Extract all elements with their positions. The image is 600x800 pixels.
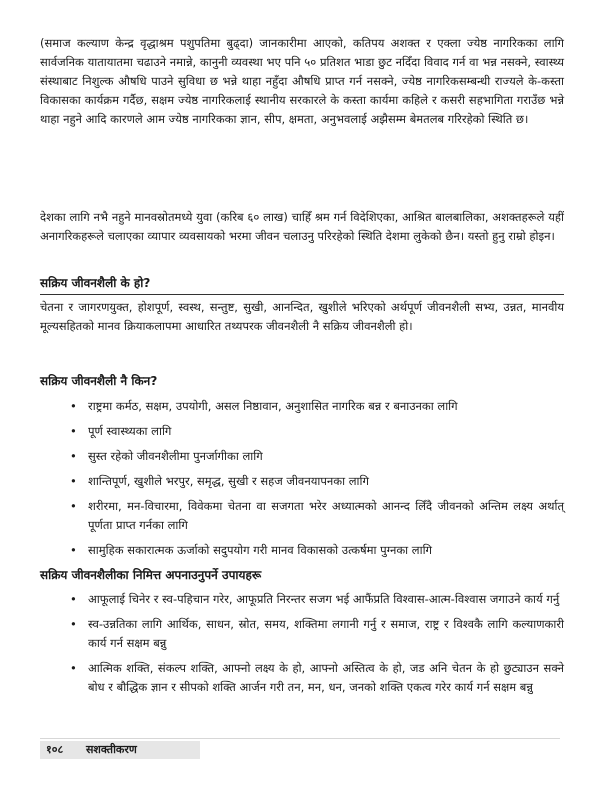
- bullet-marker: •: [70, 474, 77, 488]
- list-item-text: पूर्ण स्वास्थ्यका लागि: [88, 424, 172, 438]
- bullet-marker: •: [70, 399, 77, 413]
- bullet-marker: •: [70, 543, 77, 557]
- list-item-text: आफूलाई चिनेर र स्व-पहिचान गरेर, आफूप्रति निरन्तर सजग भई आफैंप्रति विश्वास-आत्म-विश्वास जगाउने कार्य गर्नु: [88, 592, 560, 606]
- bullet-marker: •: [70, 424, 77, 438]
- bullet-marker: •: [70, 499, 77, 513]
- section-heading: सक्रिय जीवनशैलीका निमित्त अपनाउनुपर्ने उपायहरू: [40, 568, 262, 582]
- list-item: [40, 615, 564, 653]
- list-item: [40, 497, 564, 535]
- list-item-text: सुस्त रहेको जीवनशैलीमा पुनर्जागीका लागि: [88, 449, 263, 463]
- section-heading: सक्रिय जीवनशैली के हो?: [40, 276, 151, 290]
- body-paragraph: देशका लागि नभै नहुने मानवस्रोतमध्ये युवा (करिब ६० लाख) चाहिँ श्रम गर्न विदेशिएका, आश्रित बालबालिका, अशक्तहरूले यहीं अनागरिकहरूले चलाएका व्यापार व्यवसायको भरमा जीवन चलाउनु परिरहेको स्थिति देशमा लुकेको छैन। यस्तो हुनु राम्रो होइन।: [40, 210, 564, 243]
- list-item-text: राष्ट्रमा कर्मठ, सक्षम, उपयोगी, असल निष्ठावान, अनुशासित नागरिक बन्न र बनाउनका लागि: [88, 399, 458, 413]
- list-item: [40, 541, 564, 560]
- body-paragraph: (समाज कल्याण केन्द्र वृद्धाश्रम पशुपतिमा बुढ्दा) जानकारीमा आएको, कतिपय अशक्त र एक्ला ज्येष्ठ नागरिकका लागि सार्वजनिक यातायातमा चढाउने नमान्ने, कानुनी व्यवस्था भए पनि ५० प्रतिशत भाडा छुट नदिँदा विवाद गर्न वा भन्न नसक्ने, स्वास्थ्य संस्थाबाट निशुल्क औषधि पाउने सुविधा छ भन्ने थाहा नहुँदा औषधि प्राप्त गर्न नसक्ने, ज्येष्ठ नागरिकसम्बन्धी राज्यले के-कस्ता विकासका कार्यक्रम गर्दैछ, सक्षम ज्येष्ठ नागरिकलाई स्थानीय सरकारले के कस्ता कार्यमा कहिले र कसरी सहभागिता गराउँछ भन्ने थाहा नहुने आदि कारणले आम ज्येष्ठ नागरिकका ज्ञान, सीप, क्षमता, अनुभवलाई अझैसम्म बेमतलब गरिरहेको स्थिति छ।: [40, 36, 564, 126]
- bullet-marker: •: [70, 661, 77, 675]
- list-item: [40, 590, 564, 609]
- list-item-text: आत्मिक शक्ति, संकल्प शक्ति, आफ्नो लक्ष्य के हो, आफ्नो अस्तित्व के हो, जड अनि चेतन के हो छुट्याउन सक्ने बोध र बौद्धिक ज्ञान र सीपको शक्ति आर्जन गरी तन, मन, धन, जनको शक्ति एकत्व गरेर कार्य गर्न सक्षम बन्नु: [88, 661, 564, 694]
- body-paragraph: चेतना र जागरणयुक्त, होशपूर्ण, स्वस्थ, सन्तुष्ट, सुखी, आनन्दित, खुशीले भरिएको अर्थपूर्ण जीवनशैली सभ्य, उन्नत, मानवीय मूल्यसहितको मानव क्रियाकलापमा आधारित तथ्यपरक जीवनशैली नै सक्रिय जीवनशैली हो।: [40, 300, 564, 333]
- bullet-marker: •: [70, 449, 77, 463]
- list-item: [40, 659, 564, 697]
- list-item: [40, 397, 564, 416]
- bullet-marker: •: [70, 592, 77, 606]
- list-item-text: स्व-उन्नतिका लागि आर्थिक, साधन, स्रोत, समय, शक्तिमा लगानी गर्नु र समाज, राष्ट्र र विश्वकै लागि कल्याणकारी कार्य गर्न सक्षम बन्नु: [88, 617, 564, 650]
- page-number: १०८: [46, 743, 64, 756]
- bullet-list: [40, 590, 564, 703]
- list-item-text: सामुहिक सकारात्मक ऊर्जाको सदुपयोग गरी मानव विकासको उत्कर्षमा पुग्नका लागि: [88, 543, 433, 557]
- bullet-list: [40, 397, 564, 566]
- list-item-text: शरीरमा, मन-विचारमा, विवेकमा चेतना वा सजगता भरेर अध्यात्मको आनन्द लिँदै जीवनको अन्तिम लक्ष्य अर्थात् पूर्णता प्राप्त गर्नका लागि: [88, 499, 564, 532]
- footer-divider: [40, 738, 560, 739]
- bullet-marker: •: [70, 617, 77, 631]
- list-item-text: शान्तिपूर्ण, खुशीले भरपुर, समृद्ध, सुखी र सहज जीवनयापनका लागि: [88, 474, 369, 488]
- list-item: [40, 447, 564, 466]
- section-heading: सक्रिय जीवनशैली नै किन?: [40, 374, 158, 388]
- list-item: [40, 472, 564, 491]
- list-item: [40, 422, 564, 441]
- running-title: सशक्तीकरण: [86, 743, 137, 756]
- heading-underline: [40, 294, 564, 295]
